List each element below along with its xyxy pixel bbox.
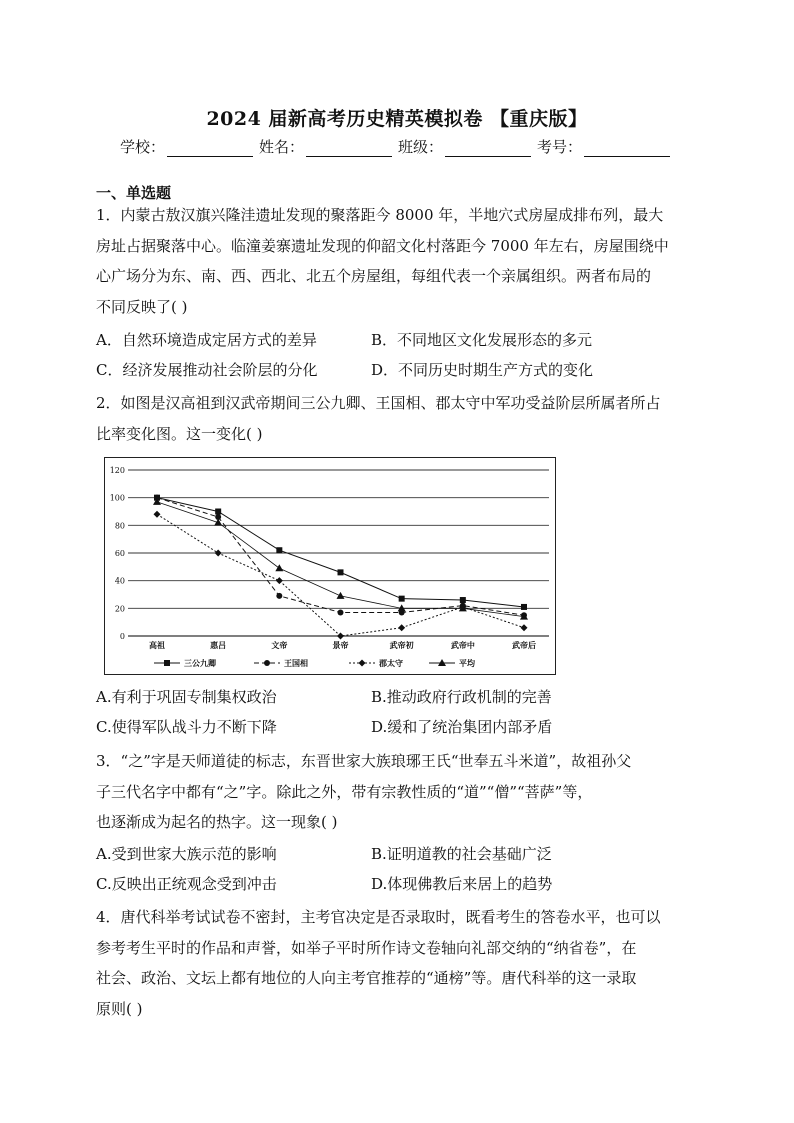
q2-option-d[interactable]: D.缓和了统治集团内部矛盾 <box>371 718 553 736</box>
series-0-point <box>521 604 527 610</box>
legend-label: 三公九卿 <box>184 658 216 668</box>
name-blank[interactable] <box>306 140 392 157</box>
q3-option-a[interactable]: A.受到世家大族示范的影响 <box>96 845 277 863</box>
series-0-point <box>276 547 282 553</box>
y-tick-label: 100 <box>109 493 125 503</box>
question-4-stem: 4．唐代科举考试试卷不密封，主考官决定是否录取时，既看考生的答卷水平，也可以 参考考生平时的作品和声誉，如举子平时所作诗文卷轴向礼部交纳的“纳省卷”，在 社会、政治、文坛上都有地位的人向主考官推荐的“通榜”等。唐代科举的这一录取 原则( ) <box>96 908 661 1018</box>
x-tick-label: 武帝后 <box>512 640 536 650</box>
y-tick-label: 60 <box>114 549 125 558</box>
y-tick-label: 20 <box>114 604 125 614</box>
school-blank[interactable] <box>167 140 253 157</box>
question-3-stem: 3．“之”字是天师道徒的标志，东晋世家大族琅琊王氏“世奉五斗米道”，故祖孙父 子三代名字中都有“之”字。除此之外，带有宗教性质的“道”“僧”“菩萨”等， 也逐渐成为起名的热字。这一现象( ) <box>96 752 632 831</box>
question-1-stem: 1．内蒙古敖汉旗兴隆洼遗址发现的聚落距今 8000 年，半地穴式房屋成排布列，最大 房址占据聚落中心。临潼姜寨遗址发现的仰韶文化村落距今 7000 年左右，房屋围绕中 心广场分为东、南、西、西北、北五个房屋组，每组代表一个亲属组织。两者布局的 不同反映了( ) <box>96 206 669 316</box>
series-3-point <box>214 519 222 526</box>
legend-label: 王国相 <box>284 658 308 668</box>
q2-option-a[interactable]: A.有利于巩固专制集权政治 <box>96 688 277 706</box>
school-field: 学校： <box>120 136 257 157</box>
series-0-point <box>338 569 344 575</box>
q1-option-c[interactable]: C．经济发展推动社会阶层的分化 <box>96 361 318 379</box>
legend-marker <box>359 660 366 667</box>
series-0-point <box>399 596 405 602</box>
series-2-point <box>521 624 528 631</box>
section-heading: 一、单选题 <box>96 184 172 202</box>
student-info-line <box>0 136 794 157</box>
ratio-line-chart <box>104 457 556 675</box>
q1-option-b[interactable]: B．不同地区文化发展形态的多元 <box>371 331 593 349</box>
exam-number-field: 考号： <box>537 136 674 157</box>
q3-option-c[interactable]: C.反映出正统观念受到冲击 <box>96 875 277 893</box>
name-field: 姓名： <box>259 136 396 157</box>
legend-label: 郡太守 <box>379 658 403 668</box>
series-2-point <box>276 577 283 584</box>
series-3-point <box>337 592 345 599</box>
y-tick-label: 40 <box>114 576 125 586</box>
series-2-point <box>215 550 222 557</box>
series-3-point <box>275 564 283 571</box>
y-tick-label: 120 <box>109 466 125 475</box>
class-blank[interactable] <box>445 140 531 157</box>
series-0-point <box>215 509 221 515</box>
class-field: 班级： <box>398 136 535 157</box>
legend-marker <box>264 660 270 666</box>
x-tick-label: 高祖 <box>149 640 165 650</box>
page-title: 2024 届新高考历史精英模拟卷 【重庆版】 <box>206 108 588 130</box>
x-tick-label: 惠吕 <box>210 640 227 650</box>
series-0-point <box>460 597 466 603</box>
exam-number-blank[interactable] <box>584 140 670 157</box>
legend-label: 平均 <box>459 658 475 668</box>
chart-svg <box>104 457 556 675</box>
x-tick-label: 武帝初 <box>389 640 414 650</box>
series-line-0 <box>157 498 524 607</box>
question-2-stem: 2．如图是汉高祖到汉武帝期间三公九卿、王国相、郡太守中军功受益阶层所属者所占 比率变化图。这一变化( ) <box>96 394 661 443</box>
chart-frame <box>105 458 556 675</box>
q1-option-a[interactable]: A．自然环境造成定居方式的差异 <box>96 331 317 349</box>
x-tick-label: 文帝 <box>271 640 288 650</box>
q1-option-d[interactable]: D．不同历史时期生产方式的变化 <box>371 361 594 379</box>
q2-option-c[interactable]: C.使得军队战斗力不断下降 <box>96 718 277 736</box>
series-2-point <box>337 633 344 640</box>
series-1-point <box>338 609 344 615</box>
series-2-point <box>398 624 405 631</box>
series-1-point <box>276 593 282 599</box>
y-tick-label: 0 <box>119 632 125 641</box>
x-tick-label: 武帝中 <box>450 640 475 650</box>
q3-option-d[interactable]: D.体现佛教后来居上的趋势 <box>371 875 553 893</box>
series-2-point <box>154 511 161 518</box>
q3-option-b[interactable]: B.证明道教的社会基础广泛 <box>371 845 552 863</box>
q2-option-b[interactable]: B.推动政府行政机制的完善 <box>371 688 552 706</box>
y-tick-label: 80 <box>114 521 125 531</box>
legend-marker <box>164 660 170 666</box>
x-tick-label: 景帝 <box>332 640 349 650</box>
series-line-3 <box>157 502 524 617</box>
